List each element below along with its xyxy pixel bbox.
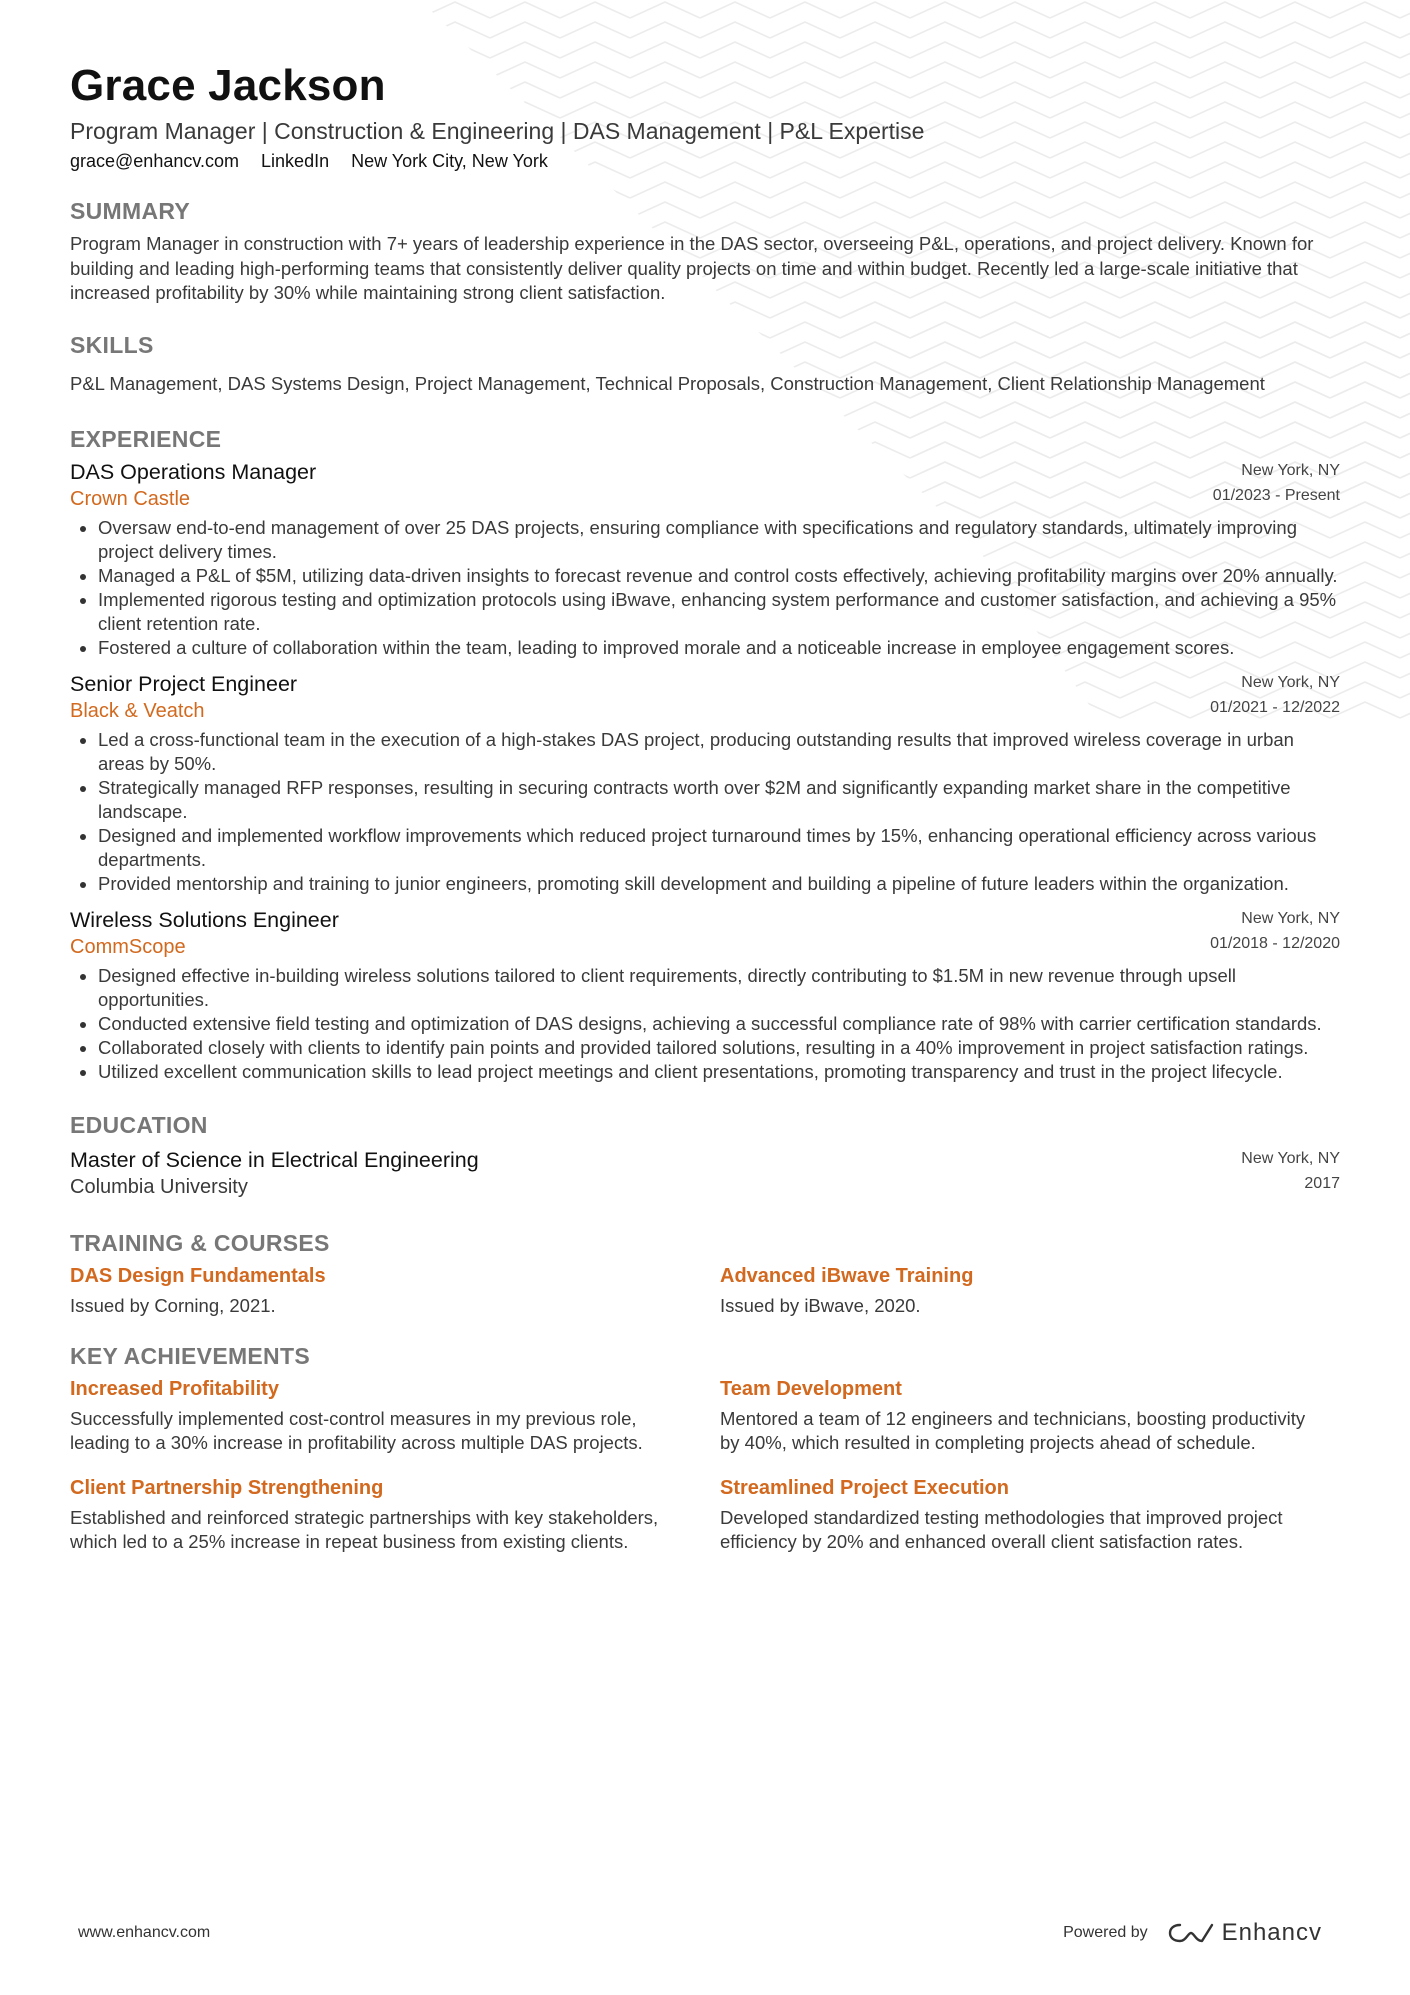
resume-content <box>70 60 1340 1555</box>
enhancv-logo[interactable] <box>1168 1919 1340 1947</box>
skills-text: P&L Management, DAS Systems Design, Project Management, Technical Proposals, Construction Management, Client Relationship Management <box>70 372 1265 394</box>
footer-branding <box>1063 1919 1340 1947</box>
education-year: 2017 <box>1304 1175 1340 1192</box>
footer-website-link[interactable]: www.enhancv.com <box>78 1924 211 1941</box>
company-name: Black & Veatch <box>70 700 205 722</box>
bullet-item: Provided mentorship and training to junior engineers, promoting skill development and building a pipeline of future leaders within the organization. <box>70 872 1340 896</box>
education-location: New York, NY <box>1241 1150 1340 1167</box>
achievement-title: Streamlined Project Execution <box>720 1476 1009 1499</box>
achievement-item <box>70 1375 720 1456</box>
bullet-item: Led a cross-functional team in the execution of a high-stakes DAS project, producing outstanding results that improved wireless coverage in urban areas by 50%. <box>70 728 1340 776</box>
education-section <box>70 1110 1340 1200</box>
achievement-text: Successfully implemented cost-control measures in my previous role, leading to a 30% increase in profitability across multiple DAS projects. <box>70 1407 643 1453</box>
training-text: Issued by Corning, 2021. <box>70 1295 276 1316</box>
job-entry <box>70 458 1340 660</box>
job-dates: 01/2023 - Present <box>1212 487 1340 504</box>
achievement-item <box>70 1474 720 1555</box>
achievement-text: Established and reinforced strategic partnerships with key stakeholders, which led to a 25% increase in repeat business from existing clients. <box>70 1506 659 1552</box>
candidate-tagline: Program Manager | Construction & Engineering | DAS Management | P&L Expertise <box>70 118 925 144</box>
school-name: Columbia University <box>70 1176 248 1198</box>
bullet-item: Designed effective in-building wireless solutions tailored to client requirements, directly contributing to $1.5M in new revenue through upsell opportunities. <box>70 964 1340 1012</box>
bullet-item: Implemented rigorous testing and optimization protocols using iBwave, enhancing system performance and customer satisfaction, and achieving a 95% client retention rate. <box>70 588 1340 636</box>
achievement-item <box>720 1474 1340 1555</box>
bullet-item: Managed a P&L of $5M, utilizing data-driven insights to forecast revenue and control costs effectively, achieving profitability margins over 20% annually. <box>70 564 1340 588</box>
training-title: Advanced iBwave Training <box>720 1265 974 1287</box>
training-item <box>720 1262 1340 1319</box>
bullet-item: Fostered a culture of collaboration within the team, leading to improved morale and a noticeable increase in employee engagement scores. <box>70 636 1340 660</box>
company-name: Crown Castle <box>70 488 191 510</box>
education-entry <box>70 1146 1340 1200</box>
achievement-title: Client Partnership Strengthening <box>70 1476 384 1499</box>
job-dates: 01/2018 - 12/2020 <box>1210 935 1340 952</box>
job-bullets <box>70 964 1340 1084</box>
job-dates: 01/2021 - 12/2022 <box>1210 699 1340 716</box>
bullet-item: Collaborated closely with clients to identify pain points and provided tailored solutions, resulting in a 40% improvement in project satisfaction ratings. <box>70 1036 1340 1060</box>
summary-heading: SUMMARY <box>70 198 191 224</box>
job-location: New York, NY <box>1241 462 1340 479</box>
candidate-name: Grace Jackson <box>70 61 386 110</box>
achievements-heading: KEY ACHIEVEMENTS <box>70 1342 310 1369</box>
experience-heading: EXPERIENCE <box>70 426 222 452</box>
training-item <box>70 1262 720 1319</box>
powered-by-label: Powered by <box>1063 1924 1148 1941</box>
company-name: CommScope <box>70 936 186 958</box>
contact-row <box>70 148 1340 174</box>
achievement-item <box>720 1375 1340 1456</box>
degree-title: Master of Science in Electrical Engineering <box>70 1148 479 1172</box>
enhancv-logo-icon <box>1168 1921 1214 1945</box>
page-footer <box>70 1918 1340 1948</box>
job-bullets <box>70 728 1340 896</box>
bullet-item: Conducted extensive field testing and optimization of DAS designs, achieving a successful compliance rate of 98% with carrier certification standards. <box>70 1012 1340 1036</box>
job-entry <box>70 906 1340 1084</box>
bullet-item: Designed and implemented workflow improvements which reduced project turnaround times by 15%, enhancing operational efficiency across various departments. <box>70 824 1340 872</box>
resume-header <box>70 60 1340 174</box>
job-entry <box>70 670 1340 896</box>
job-title: Wireless Solutions Engineer <box>70 908 339 932</box>
achievement-text: Developed standardized testing methodologies that improved project efficiency by 20% and enhanced overall client satisfaction rates. <box>720 1506 1283 1552</box>
job-location: New York, NY <box>1241 910 1340 927</box>
linkedin-link[interactable]: LinkedIn <box>261 151 330 171</box>
summary-text: Program Manager in construction with 7+ years of leadership experience in the DAS sector, overseeing P&L, operations, and project delivery. Known for building and leading high-performing teams that consistently deliver quality projects on time and within budget. Recently led a large-scale initiative that increased profitability by 30% while maintaining strong client satisfaction. <box>70 233 1314 303</box>
achievement-title: Increased Profitability <box>70 1377 279 1400</box>
job-title: Senior Project Engineer <box>70 672 298 696</box>
experience-section <box>70 424 1340 1084</box>
training-heading: TRAINING & COURSES <box>70 1230 330 1256</box>
skills-heading: SKILLS <box>70 331 154 358</box>
achievement-text: Mentored a team of 12 engineers and technicians, boosting productivity by 40%, which resulted in completing projects ahead of schedule. <box>720 1407 1306 1453</box>
training-title: DAS Design Fundamentals <box>70 1265 326 1287</box>
bullet-item: Strategically managed RFP responses, resulting in securing contracts worth over $2M and significantly expanding market share in the competitive landscape. <box>70 776 1340 824</box>
location-text: New York City, New York <box>351 151 548 171</box>
job-location: New York, NY <box>1241 674 1340 691</box>
achievement-title: Team Development <box>720 1377 902 1400</box>
job-bullets <box>70 516 1340 660</box>
email-link[interactable]: grace@enhancv.com <box>70 151 240 171</box>
training-section <box>70 1228 1340 1319</box>
job-title: DAS Operations Manager <box>70 460 317 484</box>
summary-section <box>70 196 1340 306</box>
achievements-section <box>70 1341 1340 1555</box>
bullet-item: Utilized excellent communication skills to lead project meetings and client presentations, promoting transparency and trust in the project lifecycle. <box>70 1060 1340 1084</box>
skills-section <box>70 330 1340 397</box>
brand-name: Enhancv <box>1221 1919 1322 1946</box>
education-heading: EDUCATION <box>70 1112 208 1138</box>
bullet-item: Oversaw end-to-end management of over 25 DAS projects, ensuring compliance with specifications and regulatory standards, ultimately improving project delivery times. <box>70 516 1340 564</box>
training-text: Issued by iBwave, 2020. <box>720 1295 921 1316</box>
